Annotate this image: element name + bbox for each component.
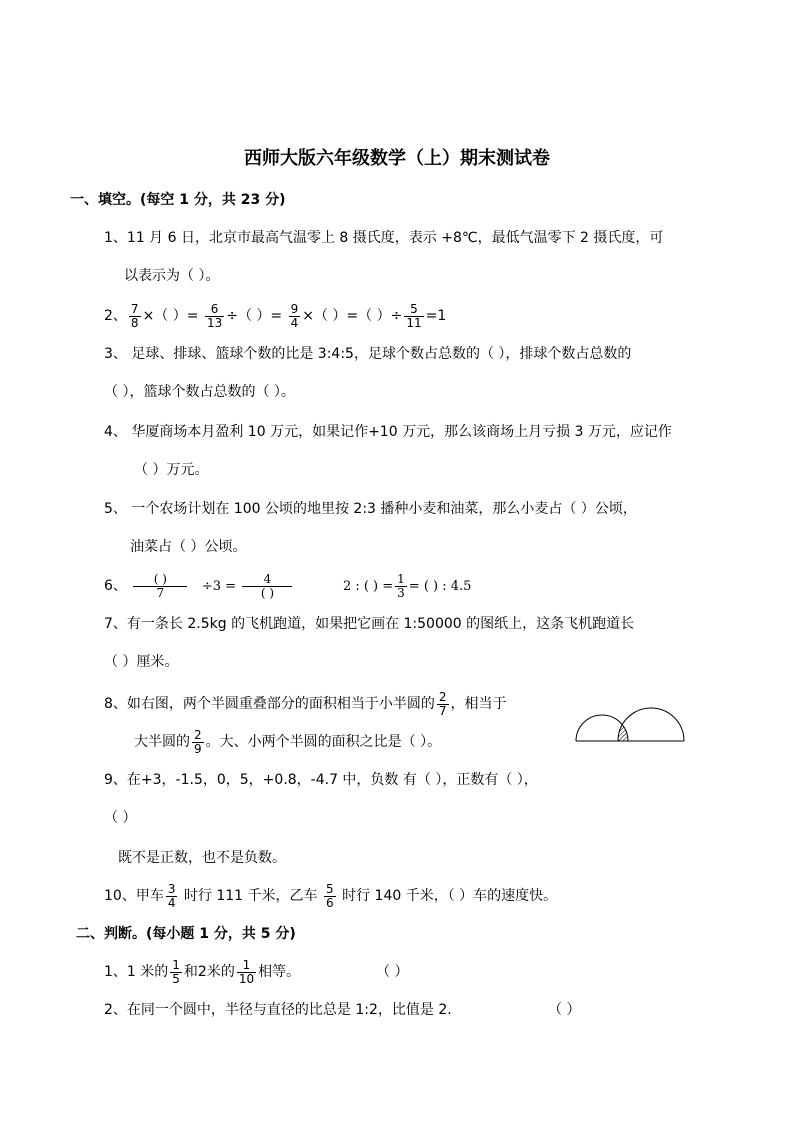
fraction-numerator: 6 [205, 303, 224, 317]
q9-line3: 既不是正数，也不是负数。 [118, 850, 286, 866]
q2-text-1: ×（ ）= [142, 308, 199, 324]
q2-fraction-1 [129, 303, 141, 330]
q6-prefix: 6、 [104, 578, 127, 594]
q5-line2: 油菜占（ ）公顷。 [130, 539, 247, 555]
q5-line1: 5、 一个农场计划在 100 公顷的地里按 2:3 播种小麦和油菜，那么小麦占（ ）公顷， [104, 501, 637, 517]
fraction-numerator: 3 [167, 881, 176, 896]
q6-fraction-2 [242, 573, 292, 600]
fraction-denominator: 10 [238, 971, 255, 986]
fraction-denominator: ( ) [260, 585, 275, 600]
q3-line2: （ ），篮球个数占总数的（ ）。 [104, 384, 295, 400]
q2-fraction-4 [404, 303, 423, 330]
q6-fraction-3 [395, 573, 407, 600]
judge-q2-text: 2、在同一个圆中，半径与直径的比总是 1:2，比值是 2. [104, 1002, 452, 1018]
q6-text-2: 2 : ( ) = [342, 579, 394, 594]
fraction-denominator: 5 [172, 971, 180, 986]
fraction-numerator: ( ) [133, 573, 187, 587]
q9-line2: （ ） [104, 810, 137, 826]
q8-text-3: 大半圆的 [134, 734, 190, 750]
q9-line1: 9、在+3，-1.5，0，5，+0.8，-4.7 中，负数 有（ ），正数有（ ）， [104, 772, 538, 788]
q10-fraction-2 [324, 883, 336, 910]
fraction-denominator: 4 [290, 315, 299, 330]
q10-text-3: 时行 140 千米，（ ）车的速度快。 [337, 888, 558, 904]
fraction-denominator: 9 [194, 741, 202, 756]
fraction-numerator: 4 [242, 573, 292, 587]
q8-text-1: 8、如右图，两个半圆重叠部分的面积相当于小半圆的 [104, 696, 435, 712]
q10-text-2: 时行 111 千米，乙车 [179, 888, 318, 904]
q2-row [104, 296, 446, 336]
fraction-denominator: 3 [397, 585, 405, 600]
judge-q1-fraction-2 [237, 959, 256, 986]
fraction-denominator: 11 [406, 315, 422, 330]
section-2-heading: 二、判断。(每小题 1 分，共 5 分) [76, 926, 296, 942]
q3-line1: 3、 足球、排球、篮球个数的比是 3:4:5，足球个数占总数的（ ），排球个数占总数的 [104, 346, 632, 362]
fraction-numerator: 1 [237, 959, 256, 973]
judge-q1-text-1: 1、1 米的 [104, 964, 169, 980]
fraction-numerator: 2 [438, 689, 447, 704]
q7-line1: 7、有一条长 2.5kg 的飞机跑道，如果把它画在 1:50000 的图纸上，这条飞机跑道长 [104, 616, 635, 632]
judge-q1-fraction-1 [170, 959, 182, 986]
q2-text-4: =1 [425, 308, 447, 324]
fraction-numerator: 5 [326, 881, 334, 896]
q8-row-2 [134, 722, 441, 762]
q8-text-4: 。大、小两个半圆的面积之比是（ ）。 [205, 734, 442, 750]
fraction-denominator: 13 [206, 315, 223, 330]
q2-prefix: 2、 [104, 308, 127, 324]
fraction-numerator: 2 [194, 727, 202, 742]
judge-q1-row [104, 952, 300, 992]
page-title: 西师大版六年级数学（上）期末测试卷 [244, 148, 550, 169]
q6-row [104, 566, 471, 607]
q2-text-2: ÷（ ）= [226, 308, 283, 324]
q6-text-3: = ( ) : 4.5 [408, 579, 472, 594]
fraction-numerator: 1 [172, 957, 180, 972]
q2-fraction-3 [289, 303, 301, 330]
judge-q2-answer-bracket[interactable]: （ ） [548, 1002, 581, 1018]
judge-q1-text-3: 相等。 [258, 964, 301, 980]
q10-row [104, 876, 557, 916]
fraction-numerator: 9 [290, 301, 299, 316]
q2-text-3: ×（ ）=（ ）÷ [302, 308, 403, 324]
q1-line1: 1、11 月 6 日，北京市最高气温零上 8 摄氏度，表示 +8℃，最低气温零下 2 摄氏度，可 [104, 230, 664, 246]
q8-row-1 [104, 684, 507, 724]
fraction-denominator: 4 [167, 895, 176, 910]
fraction-denominator: 8 [130, 315, 139, 330]
fraction-numerator: 5 [404, 303, 423, 317]
fraction-denominator: 7 [438, 703, 447, 718]
q6-text-1: ÷3 = [201, 579, 237, 594]
q2-fraction-2 [205, 303, 224, 330]
q8-fraction-1 [437, 691, 449, 718]
q6-fraction-1 [133, 573, 187, 600]
fraction-denominator: 6 [326, 895, 334, 910]
q1-line2: 以表示为（ ）。 [124, 268, 220, 284]
section-1-heading: 一、填空。(每空 1 分，共 23 分) [70, 192, 286, 208]
q10-fraction-1 [166, 883, 178, 910]
fraction-denominator: 7 [156, 585, 165, 600]
q4-line1: 4、 华厦商场本月盈利 10 万元，如果记作+10 万元，那么该商场上月亏损 3 万元，应记作 [104, 424, 672, 440]
q4-line2: （ ）万元。 [134, 462, 209, 478]
q7-line2: （ ）厘米。 [104, 654, 179, 670]
semicircles-figure [570, 700, 694, 746]
judge-q1-answer-bracket[interactable]: （ ） [376, 964, 409, 980]
q8-fraction-2 [192, 729, 204, 756]
fraction-numerator: 7 [130, 301, 139, 316]
q8-text-2: ，相当于 [450, 696, 507, 712]
q10-text-1: 10、甲车 [104, 888, 164, 904]
judge-q1-text-2: 和2米的 [183, 964, 235, 980]
fraction-numerator: 1 [397, 571, 405, 586]
